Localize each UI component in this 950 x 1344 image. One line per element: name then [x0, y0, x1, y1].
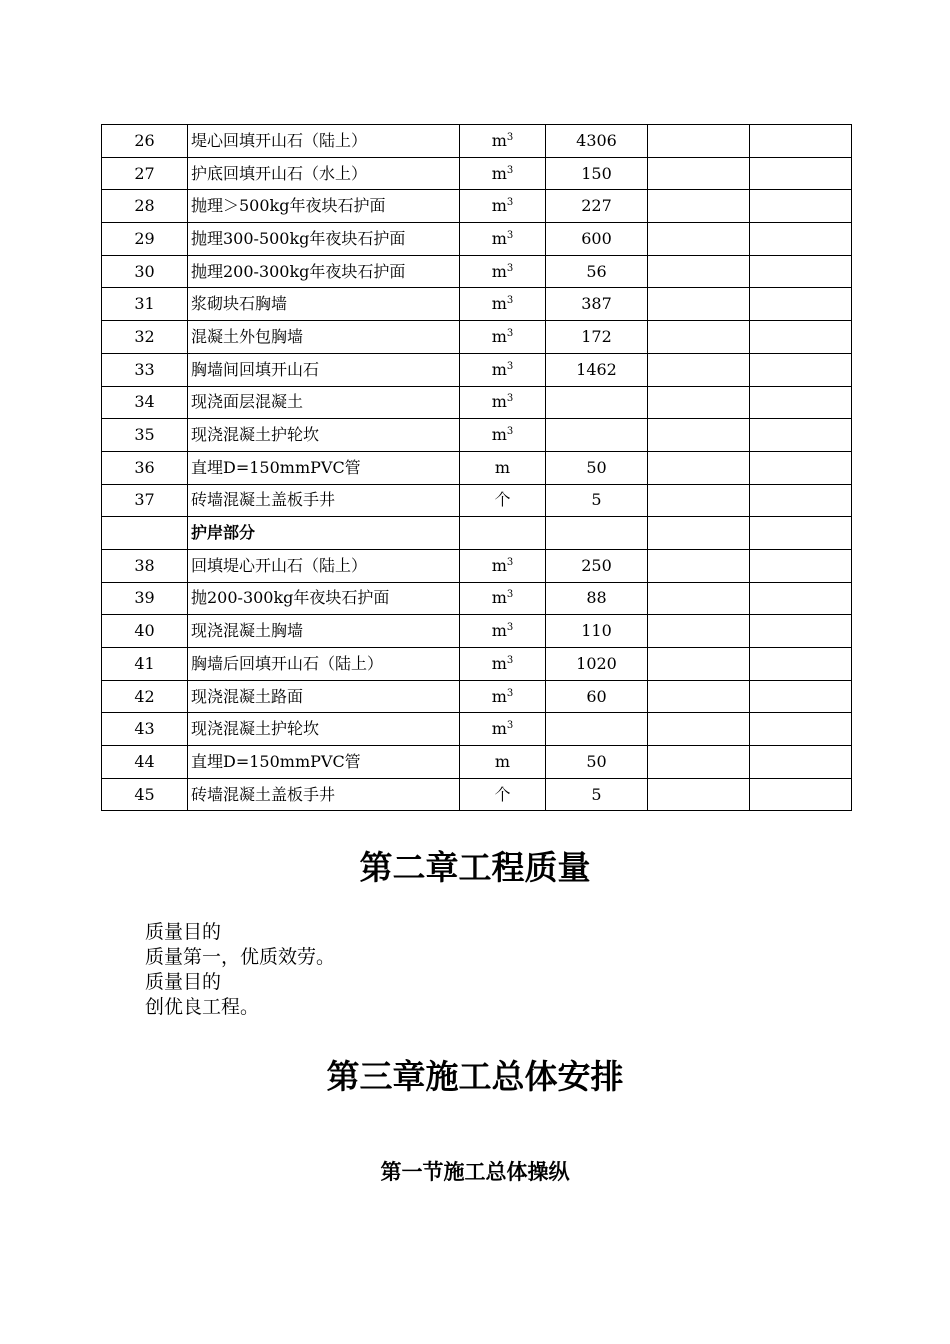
table-row — [102, 484, 852, 517]
unit-text: m — [491, 196, 507, 216]
unit-exponent: 3 — [506, 720, 514, 732]
quantity-cell: 600 — [546, 223, 648, 256]
table-row — [102, 419, 852, 452]
chapter3-title: 第三章施工总体安排 — [326, 1057, 624, 1096]
quantity-table — [101, 124, 852, 811]
unit-exponent: 3 — [506, 622, 514, 634]
empty-cell — [750, 517, 852, 550]
quantity-cell: 250 — [546, 549, 648, 582]
table-row — [102, 648, 852, 681]
item-name-cell: 堤心回填开山石（陆上） — [188, 125, 460, 158]
table-row — [102, 223, 852, 256]
unit-exponent: 3 — [506, 229, 514, 241]
quantity-cell: 5 — [546, 778, 648, 811]
empty-cell — [648, 419, 750, 452]
quantity-cell: 4306 — [546, 125, 648, 158]
item-name-cell: 胸墙间回填开山石 — [188, 353, 460, 386]
item-number-cell: 37 — [102, 484, 188, 517]
unit-text: m — [491, 392, 507, 412]
item-number-cell: 41 — [102, 648, 188, 681]
unit-cell — [460, 680, 546, 713]
unit-cell — [460, 451, 546, 484]
unit-exponent: 3 — [506, 556, 514, 568]
table-row — [102, 451, 852, 484]
unit-text: m — [491, 555, 507, 575]
quantity-cell: 227 — [546, 190, 648, 223]
empty-cell — [750, 549, 852, 582]
unit-text: m — [491, 719, 507, 739]
item-name-cell: 砖墙混凝土盖板手井 — [188, 484, 460, 517]
item-name-cell: 护岸部分 — [188, 517, 460, 550]
item-name-cell: 现浇混凝土胸墙 — [188, 615, 460, 648]
table-row — [102, 386, 852, 419]
unit-text: m — [491, 588, 507, 608]
unit-text: m — [491, 228, 507, 248]
empty-cell — [648, 321, 750, 354]
empty-cell — [750, 484, 852, 517]
unit-exponent: 3 — [506, 131, 514, 143]
item-name-cell: 砖墙混凝土盖板手井 — [188, 778, 460, 811]
unit-cell — [460, 223, 546, 256]
unit-text: 个 — [494, 784, 511, 804]
item-number-cell: 39 — [102, 582, 188, 615]
item-number-cell: 34 — [102, 386, 188, 419]
unit-exponent: 3 — [506, 589, 514, 601]
item-name-cell: 抛理＞500kg年夜块石护面 — [188, 190, 460, 223]
empty-cell — [750, 288, 852, 321]
quality-target-heading: 质量目的 — [145, 971, 222, 993]
unit-text: m — [491, 686, 507, 706]
item-number-cell: 30 — [102, 255, 188, 288]
unit-cell — [460, 713, 546, 746]
empty-cell — [648, 125, 750, 158]
item-number-cell: 43 — [102, 713, 188, 746]
item-number-cell: 26 — [102, 125, 188, 158]
item-number-cell: 32 — [102, 321, 188, 354]
item-number-cell: 45 — [102, 778, 188, 811]
empty-cell — [648, 713, 750, 746]
empty-cell — [750, 190, 852, 223]
unit-exponent: 3 — [506, 164, 514, 176]
empty-cell — [648, 517, 750, 550]
unit-text: m — [491, 326, 507, 346]
item-name-cell: 护底回填开山石（水上） — [188, 157, 460, 190]
item-name-cell: 现浇混凝土护轮坎 — [188, 713, 460, 746]
unit-text: m — [491, 261, 507, 281]
unit-exponent: 3 — [506, 393, 514, 405]
item-name-cell: 抛200-300kg年夜块石护面 — [188, 582, 460, 615]
empty-cell — [750, 386, 852, 419]
unit-text: m — [494, 751, 511, 771]
unit-cell — [460, 288, 546, 321]
unit-cell — [460, 549, 546, 582]
chapter2-title: 第二章工程质量 — [359, 848, 591, 887]
item-name-cell: 直埋D=150mmPVC管 — [188, 746, 460, 779]
empty-cell — [648, 484, 750, 517]
table-row — [102, 190, 852, 223]
unit-exponent: 3 — [506, 687, 514, 699]
empty-cell — [750, 582, 852, 615]
quantity-cell: 50 — [546, 746, 648, 779]
unit-text: m — [491, 163, 507, 183]
item-number-cell: 29 — [102, 223, 188, 256]
empty-cell — [750, 746, 852, 779]
item-name-cell: 浆砌块石胸墙 — [188, 288, 460, 321]
quality-goal-text: 质量第一，优质效劳。 — [145, 946, 336, 968]
empty-cell — [648, 615, 750, 648]
item-name-cell: 现浇面层混凝土 — [188, 386, 460, 419]
table-section-row — [102, 517, 852, 550]
empty-cell — [648, 582, 750, 615]
unit-exponent: 3 — [506, 426, 514, 438]
item-name-cell: 胸墙后回填开山石（陆上） — [188, 648, 460, 681]
section1-title: 第一节施工总体操纵 — [380, 1160, 570, 1184]
item-name-cell: 混凝土外包胸墙 — [188, 321, 460, 354]
unit-cell — [460, 746, 546, 779]
empty-cell — [750, 255, 852, 288]
unit-exponent: 3 — [506, 295, 514, 307]
item-number-cell: 42 — [102, 680, 188, 713]
table-row — [102, 582, 852, 615]
empty-cell — [648, 451, 750, 484]
unit-cell — [460, 386, 546, 419]
quantity-cell: 1462 — [546, 353, 648, 386]
unit-text: m — [491, 425, 507, 445]
table-row — [102, 321, 852, 354]
empty-cell — [648, 549, 750, 582]
chapter2-body — [145, 920, 335, 1020]
unit-text: m — [491, 621, 507, 641]
empty-cell — [750, 615, 852, 648]
unit-exponent: 3 — [506, 197, 514, 209]
empty-cell — [648, 386, 750, 419]
unit-text: m — [491, 653, 507, 673]
empty-cell — [750, 451, 852, 484]
unit-cell — [460, 517, 546, 550]
empty-cell — [750, 419, 852, 452]
unit-text: 个 — [494, 490, 511, 510]
empty-cell — [648, 680, 750, 713]
unit-text: m — [494, 457, 511, 477]
quantity-cell: 50 — [546, 451, 648, 484]
unit-cell — [460, 255, 546, 288]
unit-cell — [460, 353, 546, 386]
unit-cell — [460, 125, 546, 158]
quantity-cell: 110 — [546, 615, 648, 648]
unit-exponent: 3 — [506, 262, 514, 274]
quantity-cell: 60 — [546, 680, 648, 713]
item-name-cell: 回填堤心开山石（陆上） — [188, 549, 460, 582]
unit-cell — [460, 190, 546, 223]
unit-cell — [460, 615, 546, 648]
empty-cell — [648, 223, 750, 256]
table-row — [102, 125, 852, 158]
quantity-cell — [546, 517, 648, 550]
quantity-cell: 150 — [546, 157, 648, 190]
table-row — [102, 255, 852, 288]
empty-cell — [648, 648, 750, 681]
table-row — [102, 288, 852, 321]
item-name-cell: 直埋D=150mmPVC管 — [188, 451, 460, 484]
item-number-cell: 40 — [102, 615, 188, 648]
table-row — [102, 680, 852, 713]
unit-text: m — [491, 359, 507, 379]
item-name-cell: 抛理300-500kg年夜块石护面 — [188, 223, 460, 256]
empty-cell — [648, 190, 750, 223]
unit-text: m — [491, 130, 507, 150]
item-number-cell: 44 — [102, 746, 188, 779]
empty-cell — [750, 713, 852, 746]
item-name-cell: 现浇混凝土路面 — [188, 680, 460, 713]
quantity-cell: 1020 — [546, 648, 648, 681]
quantity-cell: 387 — [546, 288, 648, 321]
item-number-cell: 28 — [102, 190, 188, 223]
unit-cell — [460, 582, 546, 615]
unit-exponent: 3 — [506, 654, 514, 666]
unit-cell — [460, 484, 546, 517]
table-row — [102, 778, 852, 811]
quantity-table-body — [102, 125, 852, 811]
item-number-cell: 27 — [102, 157, 188, 190]
empty-cell — [750, 648, 852, 681]
table-row — [102, 353, 852, 386]
quality-goal-heading: 质量目的 — [145, 921, 222, 943]
unit-cell — [460, 648, 546, 681]
quantity-cell: 5 — [546, 484, 648, 517]
item-name-cell: 现浇混凝土护轮坎 — [188, 419, 460, 452]
quantity-cell: 172 — [546, 321, 648, 354]
empty-cell — [648, 778, 750, 811]
table-row — [102, 713, 852, 746]
table-row — [102, 157, 852, 190]
unit-exponent: 3 — [506, 327, 514, 339]
table-row — [102, 549, 852, 582]
item-number-cell: 35 — [102, 419, 188, 452]
unit-cell — [460, 321, 546, 354]
empty-cell — [648, 288, 750, 321]
empty-cell — [648, 157, 750, 190]
quantity-cell: 56 — [546, 255, 648, 288]
empty-cell — [648, 255, 750, 288]
unit-exponent: 3 — [506, 360, 514, 372]
empty-cell — [750, 157, 852, 190]
empty-cell — [648, 353, 750, 386]
unit-text: m — [491, 294, 507, 314]
item-number-cell: 33 — [102, 353, 188, 386]
item-number-cell: 38 — [102, 549, 188, 582]
quantity-cell — [546, 419, 648, 452]
empty-cell — [750, 321, 852, 354]
quantity-cell — [546, 713, 648, 746]
item-number-cell: 31 — [102, 288, 188, 321]
empty-cell — [750, 353, 852, 386]
empty-cell — [750, 125, 852, 158]
quantity-cell: 88 — [546, 582, 648, 615]
empty-cell — [750, 680, 852, 713]
empty-cell — [648, 746, 750, 779]
unit-cell — [460, 419, 546, 452]
item-number-cell: 36 — [102, 451, 188, 484]
quantity-cell — [546, 386, 648, 419]
item-number-cell — [102, 517, 188, 550]
quality-target-text: 创优良工程。 — [145, 996, 260, 1018]
unit-cell — [460, 157, 546, 190]
table-row — [102, 746, 852, 779]
empty-cell — [750, 778, 852, 811]
unit-cell — [460, 778, 546, 811]
table-row — [102, 615, 852, 648]
item-name-cell: 抛理200-300kg年夜块石护面 — [188, 255, 460, 288]
empty-cell — [750, 223, 852, 256]
